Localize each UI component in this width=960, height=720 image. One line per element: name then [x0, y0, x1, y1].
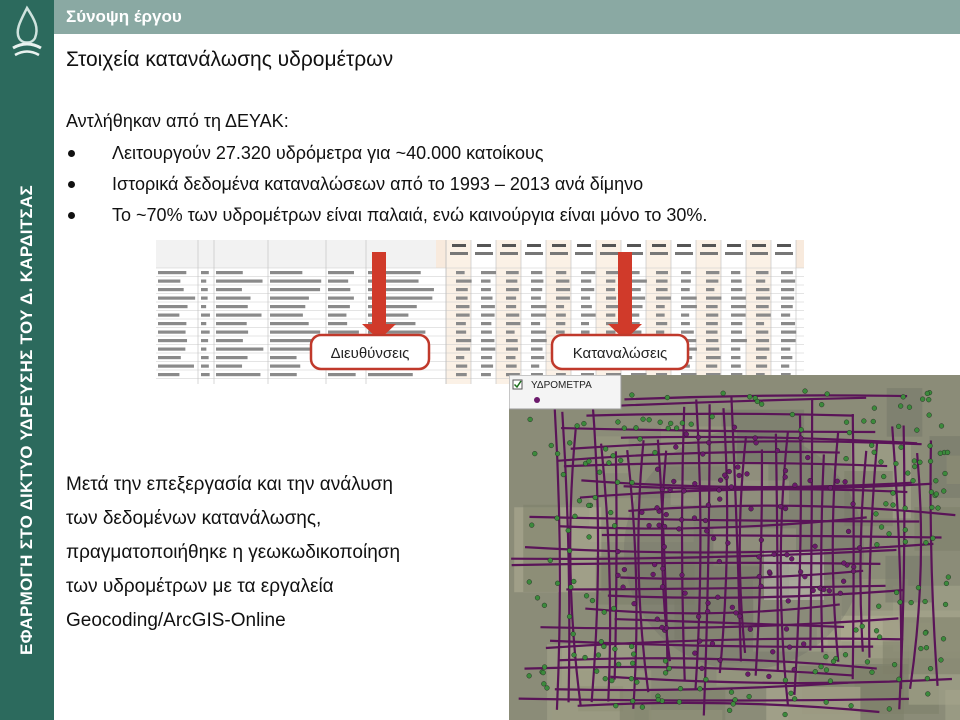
header-bar	[54, 0, 960, 34]
spreadsheet-image	[156, 240, 804, 384]
bullet-dot-icon	[68, 212, 75, 219]
paragraph-line: Geocoding/ArcGIS-Online	[66, 610, 286, 631]
vertical-title: ΕΦΑΡΜΟΓΗ ΣΤΟ ΔΙΚΤΥΟ ΥΔΡΕΥΣΗΣ ΤΟΥ Δ. ΚΑΡΔΙΤΣΑΣ	[17, 184, 36, 656]
map-legend	[509, 375, 621, 409]
bullet-dot-icon	[68, 181, 75, 188]
water-meter-map	[509, 375, 960, 720]
legend-label: ΥΔΡΟΜΕΤΡΑ	[531, 380, 592, 391]
spreadsheet-grid	[156, 240, 804, 384]
water-drop-logo-icon	[5, 4, 49, 66]
slide-subtitle: Στοιχεία κατανάλωσης υδρομέτρων	[66, 48, 394, 71]
bullet-dot-icon	[68, 150, 75, 157]
bullet-text: Λειτουργούν 27.320 υδρόμετρα για ~40.000 κατοίκους	[112, 143, 544, 163]
consumption-callout-label: Καταναλώσεις	[572, 345, 668, 362]
header-title: Σύνοψη έργου	[66, 7, 182, 26]
address-callout-label: Διευθύνσεις	[330, 345, 410, 362]
closing-paragraph	[66, 468, 486, 638]
intro-text: Αντλήθηκαν από τη ΔΕΥΑΚ:	[66, 111, 289, 131]
bullet-item	[66, 205, 707, 236]
bullet-text: Ιστορικά δεδομένα καταναλώσεων από το 1993 – 2013 ανά δίμηνο	[112, 174, 644, 194]
paragraph-line: πραγματοποιήθηκε η γεωκωδικοποίηση	[66, 542, 401, 563]
paragraph-line: Μετά την επεξεργασία και την ανάλυση	[66, 474, 393, 495]
bullet-item	[66, 174, 707, 205]
legend-dot-icon	[534, 397, 540, 403]
bullet-text: Το ~70% των υδρομέτρων είναι παλαιά, ενώ καινούργια είναι μόνο το 30%.	[112, 205, 708, 225]
bullet-list	[66, 143, 707, 236]
paragraph-line: των υδρομέτρων με τα εργαλεία	[66, 576, 334, 597]
paragraph-line: των δεδομένων κατανάλωσης,	[66, 508, 322, 529]
sidebar	[0, 0, 54, 720]
bullet-item	[66, 143, 707, 174]
